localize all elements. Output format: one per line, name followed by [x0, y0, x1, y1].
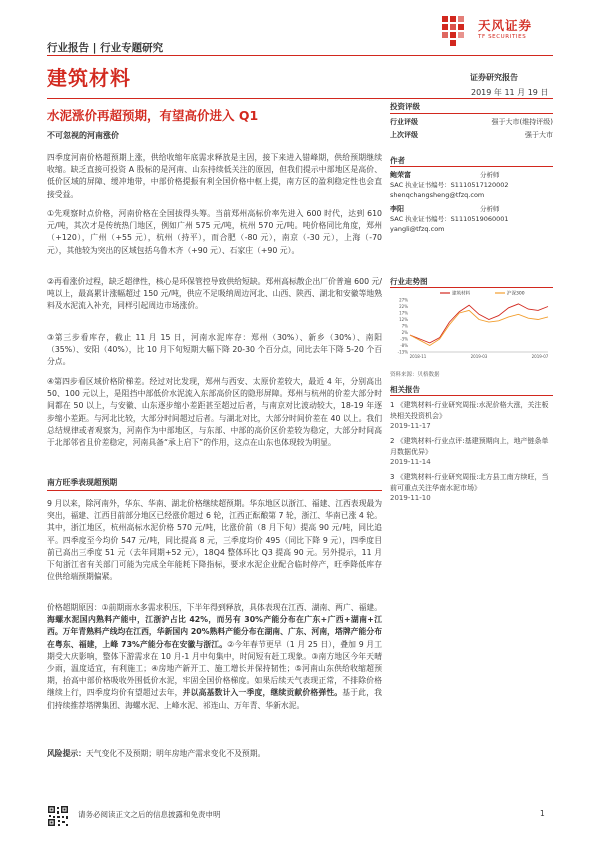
rating-heading: 投资评级	[390, 102, 420, 111]
risk-label: 风险提示：	[47, 749, 86, 758]
author-role: 分析师	[480, 205, 500, 213]
y-tick-label: -13%	[397, 349, 408, 355]
rating-key: 上次评级	[390, 131, 418, 139]
author-divider	[390, 166, 553, 167]
x-tick-label: 2019-07	[531, 354, 549, 359]
author-heading: 作者	[390, 156, 405, 165]
page-number: 1	[540, 809, 545, 818]
rating-key: 行业评级	[390, 118, 418, 126]
title-divider	[47, 98, 553, 99]
section-heading: 南方旺季表现超预期	[47, 476, 382, 491]
author-cert: SAC 执业证书编号：S1110519060001	[390, 215, 509, 223]
related-report-item[interactable]	[390, 436, 553, 468]
related-report-title: 1 《建筑材料-行业研究周报:水泥价格大涨，关注板块相关投资机会》	[390, 401, 549, 420]
related-heading: 相关报告	[390, 385, 420, 394]
series-line-0	[410, 304, 548, 343]
p6-part-e: 基于此，我们持续推荐塔牌集团、海螺水泥、上峰水泥、祁连山、万年青、华新水泥。	[47, 688, 382, 710]
author-cert: SAC 执业证书编号：S1110517120002	[390, 181, 509, 189]
related-report-date: 2019-11-14	[390, 458, 431, 466]
author-name: 李阳	[390, 205, 404, 213]
author-role: 分析师	[480, 171, 500, 179]
report-title: 水泥涨价再超预期，有望高价进入 Q1	[47, 108, 259, 123]
tf-logo-icon	[440, 14, 472, 48]
rating-divider	[390, 113, 553, 114]
p6-part-b: 海螺水泥国内熟料产能中，江浙沪占比 42%，而另有 30%产能分布在广东+广西+湖南+江西。万年青熟料产线均在江西，华新国内 20%熟料产能分布在湖南、广东、河南，塔牌产能分布在粤东、福建，上峰 73%产能分布在安徽与浙江。	[47, 615, 382, 649]
author-email[interactable]: shenqchangsheng@tfzq.com	[390, 191, 485, 199]
qr-code-icon	[47, 805, 69, 827]
body-paragraph-4: ④第四步看区域价格阶梯差。经过对比发现，郑州与西安、太原价差较大，最近 4 年，分别高出 50、100 元以上，是阻挡中部低价水泥流入东部高价区的隐形屏障。郑州与杭州的价差大部分时间都在 50 以上，与安徽、山东逐步缩小差距甚至超过后者，与南京对比波动较大，18-19 年逐步缩小差距。与河北比较，大部分时间超过后者。与湖北对比，大部分时间价差在 40 以上。我们总结规律或者观察为，河南作为中部地区，与东部、中部的高价区价差较为稳定，大部分时间高于北部邻省且价差稳定，河南具备“承上启下”的作用，这点在山东也体现较为明显。	[47, 377, 382, 448]
rating-value: 强于大市(维持评级)	[491, 118, 553, 126]
legend-label: 沪深300	[507, 291, 525, 297]
report-date: 2019 年 11 月 19 日	[471, 88, 549, 97]
trend-heading: 行业走势图	[390, 277, 428, 286]
author-entry	[390, 170, 553, 200]
p6-part-d: 并以高基数计入一季度，继续贡献价格弹性。	[182, 688, 343, 698]
y-tick-label: -3%	[400, 336, 408, 342]
related-report-title: 3 《建筑材料-行业研究周报:北方县工南方续旺，当前可重点关注华南水泥市场》	[390, 473, 549, 492]
related-report-item[interactable]	[390, 400, 553, 432]
x-tick-label: 2018-11	[409, 354, 427, 359]
related-divider	[390, 395, 553, 396]
industry-trend-chart	[390, 288, 553, 366]
body-paragraph-2: ②再看涨价过程，缺乏超律性，核心是环保管控导致供给短缺。郑州高标散企出厂价普遍 600 元/吨以上，最高累计涨幅超过 150 元/吨，供应不足吸纳周边河北、山西、陕西、湖北和安徽等地熟料及水泥流入补充，同样引起周边市场涨价。	[47, 277, 382, 311]
related-report-date: 2019-11-17	[390, 422, 431, 430]
report-subtitle: 不可忽视的河南涨价	[47, 131, 119, 140]
rating-value: 强于大市	[525, 131, 553, 139]
chart-source: 资料来源：贝格数据	[390, 372, 440, 378]
x-tick-label: 2019-03	[470, 354, 488, 359]
header-divider	[47, 55, 553, 56]
p6-part-a: 价格超期原因：①前期雨水多需求积压，下半年得到释放，具体表现在江西、湖南、两广、福建。	[47, 603, 382, 612]
y-tick-label: 12%	[399, 317, 408, 322]
legend-label: 建筑材料	[452, 291, 470, 297]
related-report-title: 2 《建筑材料-行业点评:基建预期向上，地产链条单月数据优异》	[390, 437, 549, 456]
y-tick-label: 17%	[399, 310, 408, 316]
related-report-date: 2019-11-10	[390, 494, 431, 502]
author-email[interactable]: yangli@tfzq.com	[390, 225, 445, 233]
y-tick-label: 27%	[399, 297, 408, 303]
brand-name-en: TF SECURITIES	[478, 34, 527, 40]
industry-name: 建筑材料	[47, 66, 131, 90]
report-category: 行业报告 | 行业专题研究	[47, 42, 164, 54]
footer-disclaimer: 请务必阅读正文之后的信息披露和免责申明	[78, 810, 221, 819]
y-tick-label: 2%	[401, 330, 408, 335]
body-paragraph-3: ③第三步看库存，截止 11 月 15 日，河南水泥库存：郑州（30%）、新乡（30%）、南阳（35%）、安阳（40%），比 10 月下旬短期大幅下降 20-30 个百分点，同比去年下降 5-20 个百分点。	[47, 333, 382, 367]
risk-paragraph	[47, 748, 382, 760]
body-paragraph-5: 9 月以来，除河南外，华东、华南、湖北价格继续超预期。华东地区以浙江、福建、江西表现最为突出，福建、江西目前部分地区已经涨价超过 6 轮，江西正酝酿第 7 轮，浙江、华南已涨 4 轮。其中，浙江地区，杭州高标水泥价格 570 元/吨，比涨价前（8 月下旬）提高 90 元/吨，同比追平。四季度至今均价 547 元/吨，同比提高 8 元，三季度均价 495（同比下降 9 元），四季度目前已高出三季度 51 元（去年同期+52 元），18Q4 整体环比 Q3 提高 90 元。另外提示，11 月下旬浙江省有关部门可能为完成全年能耗下降指标，要求水泥企业配合临时停产，旺季降低库存位供给端预期偏紧。	[47, 499, 382, 582]
author-entry	[390, 204, 553, 234]
y-tick-label: 7%	[401, 323, 408, 329]
y-tick-label: 22%	[399, 304, 408, 309]
series-line-1	[410, 310, 548, 345]
p6-part-c: ②今年春节更早（1 月 25 日），叠加 9 月工期受大庆影响，整体下游需求在 10 月-1 月中旬集中，时间短有赶工现象。③南方地区今年天晴少雨，温度适宜，有利施工；④房地产新开工、施工增长并保持韧性；⑤河南山东供给收缩超预期，抬高中部价格吸收外围低价水泥，牢固全国价格梯度。如果后续天气表现正常，不排除价格继续上行，四季度均价有望超过去年，	[47, 639, 383, 698]
author-name: 鲍荣富	[390, 171, 411, 179]
brand-name: 天风证券	[478, 18, 533, 33]
body-paragraph-6	[47, 602, 382, 712]
related-report-item[interactable]	[390, 472, 553, 504]
report-type: 证券研究报告	[470, 73, 518, 82]
y-tick-label: -8%	[400, 343, 408, 348]
risk-text: 天气变化不及预期；明年房地产需求变化不及预期。	[85, 749, 266, 758]
body-paragraph-1: ①先观察时点价格，河南价格在全国拔得头筹。当前郑州高标价率先进入 600 时代，达到 610 元/吨，其次才是传统热门地区，例如广州 575 元/吨，杭州 570 元/吨。吨价格同比角度，郑州（+120），广州（+55 元），杭州（持平），而合肥（-80 元），南京（-30 元），上海（-70 元），其他较为突出的区域包括乌鲁木齐（+90 元）、石家庄（+90 元）。	[47, 209, 382, 255]
intro-paragraph: 四季度河南价格超预期上涨，供给收缩年底需求释放是主因，接下来进入错峰期，供给预期继续收缩。缺乏直接可投资 A 股标的是河南、山东持续低关注的原因，但我们提示中部地区是高价、低价区域的屏障、缓冲地带，中部价格提振有利全国价格中枢上提，南方区的盈利稳定性也会直接受益。	[47, 153, 382, 199]
